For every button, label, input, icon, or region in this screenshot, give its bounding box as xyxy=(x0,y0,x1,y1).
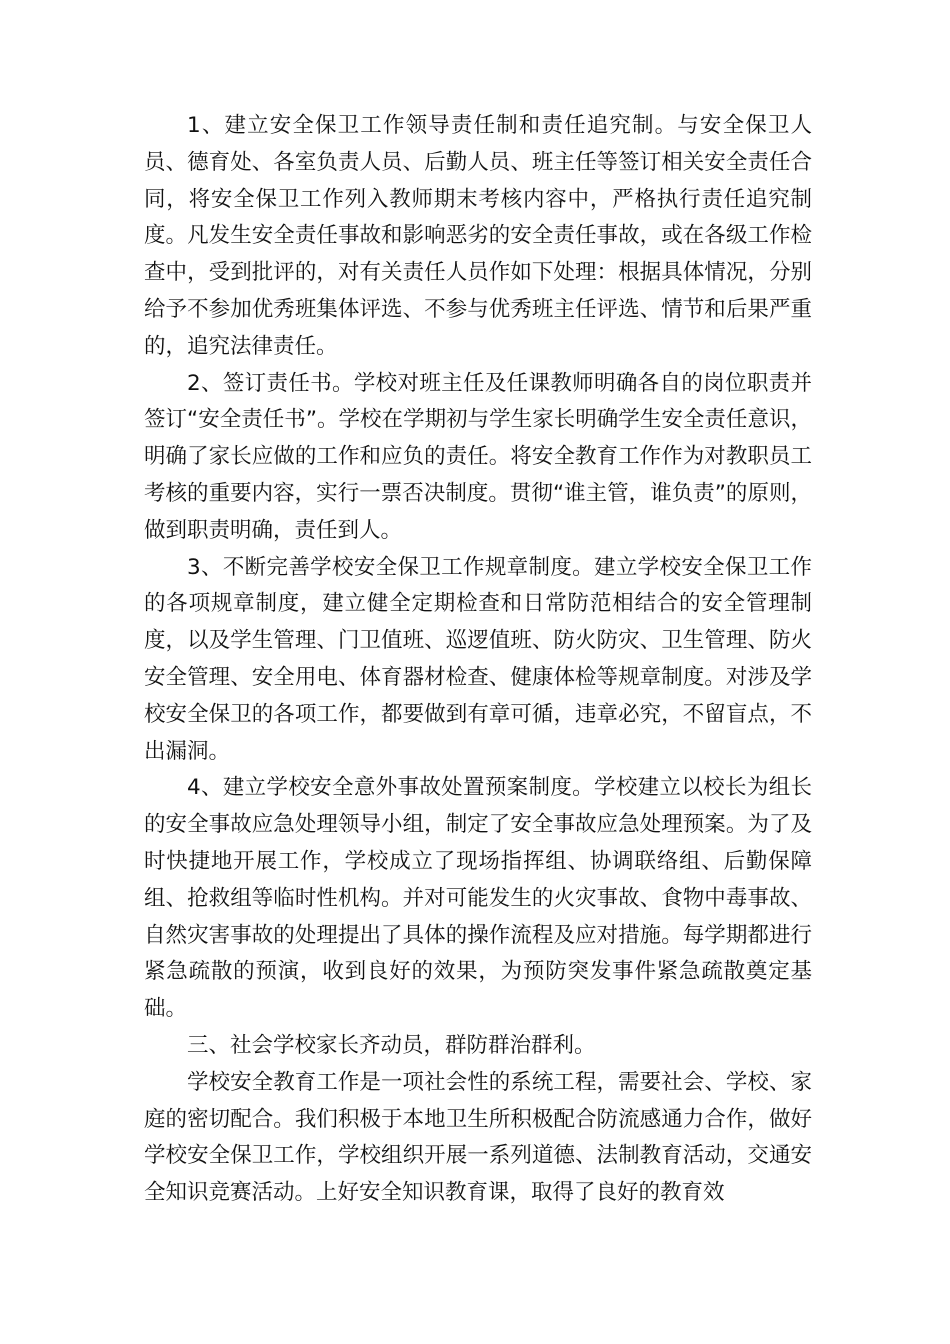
document-body xyxy=(144,108,812,1212)
paragraph-emergency-plan: 4、建立学校安全意外事故处置预案制度。学校建立以校长为组长的安全事故应急处理领导小组，制定了安全事故应急处理预案。为了及时快捷地开展工作，学校成立了现场指挥组、协调联络组、后勤保障组、抢救组等临时性机构。并对可能发生的火灾事故、食物中毒事故、自然灾害事故的处理提出了具体的操作流程及应对措施。每学期都进行紧急疏散的预演，收到良好的效果，为预防突发事件紧急疏散奠定基础。 xyxy=(144,775,812,1022)
paragraph-responsibility-system: 1、建立安全保卫工作领导责任制和责任追究制。与安全保卫人员、德育处、各室负责人员、后勤人员、班主任等签订相关安全责任合同，将安全保卫工作列入教师期末考核内容中，严格执行责任追究制度。凡发生安全责任事故和影响恶劣的安全责任事故，或在各级工作检查中，受到批评的，对有关责任人员作如下处理：根据具体情况，分别给予不参加优秀班集体评选、不参与优秀班主任评选、情节和后果严重的，追究法律责任。 xyxy=(144,113,812,359)
paragraph-responsibility-letter: 2、签订责任书。学校对班主任及任课教师明确各自的岗位职责并签订“安全责任书”。学校在学期初与学生家长明确学生安全责任意识，明确了家长应做的工作和应负的责任。将安全教育工作作为对教职员工考核的重要内容，实行一票否决制度。贯彻“谁主管，谁负责”的原则，做到职责明确，责任到人。 xyxy=(144,370,812,543)
paragraph-rules-regulations: 3、不断完善学校安全保卫工作规章制度。建立学校安全保卫工作的各项规章制度，建立健全定期检查和日常防范相结合的安全管理制度，以及学生管理、门卫值班、巡逻值班、防火防灾、卫生管理、防火安全管理、安全用电、体育器材检查、健康体检等规章制度。对涉及学校安全保卫的各项工作，都要做到有章可循，违章必究，不留盲点，不出漏洞。 xyxy=(144,554,812,764)
paragraph-community-cooperation: 学校安全教育工作是一项社会性的系统工程，需要社会、学校、家庭的密切配合。我们积极于本地卫生所积极配合防流感通力合作，做好学校安全保卫工作，学校组织开展一系列道德、法制教育活动，交通安全知识竞赛活动。上好安全知识教育课，取得了良好的教育效 xyxy=(144,1069,812,1206)
section-heading-community: 三、社会学校家长齐动员，群防群治群利。 xyxy=(187,1032,596,1058)
